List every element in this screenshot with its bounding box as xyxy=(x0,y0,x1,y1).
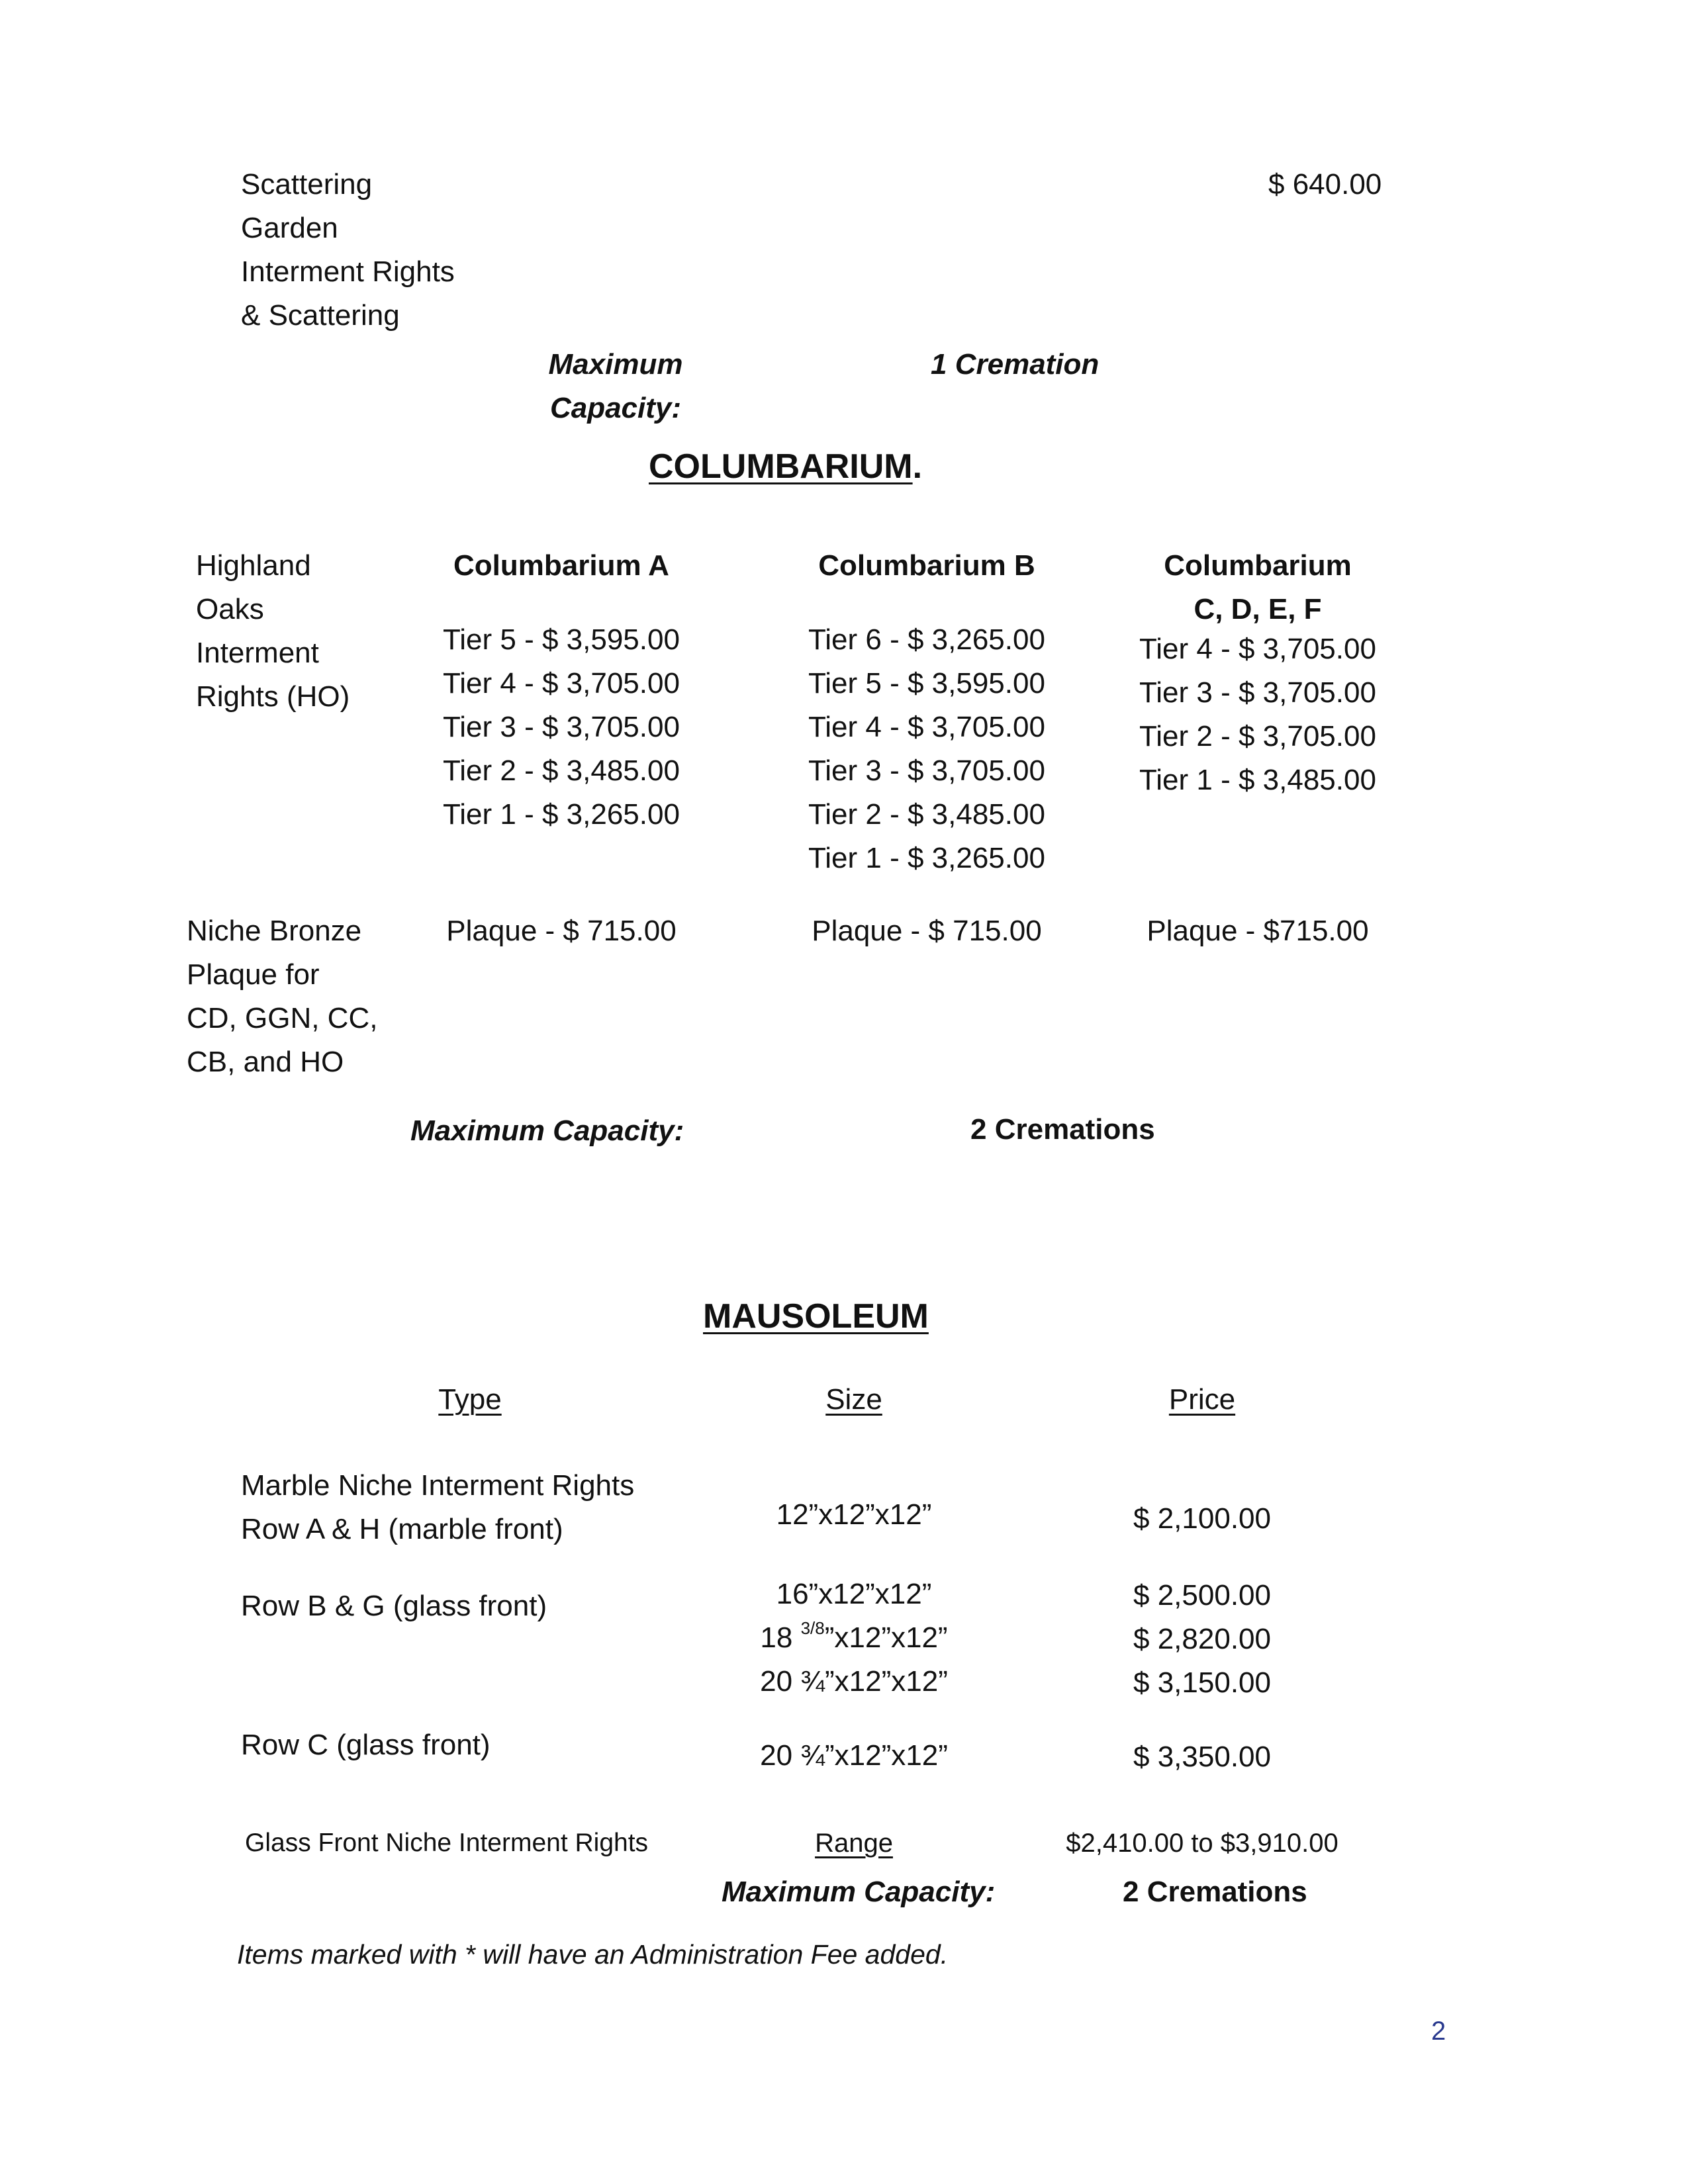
row-b-g-prices xyxy=(1070,1574,1335,1705)
columbarium-a-tiers xyxy=(429,618,694,837)
columbarium-b-title: Columbarium B xyxy=(818,549,1035,582)
plaque-label-line: CB, and HO xyxy=(187,1046,344,1078)
niche-size-part: 18 xyxy=(760,1621,801,1654)
marble-niche-label xyxy=(241,1464,634,1551)
plaque-label-line: Plaque for xyxy=(187,958,320,991)
scattering-label-line: Scattering xyxy=(241,168,373,201)
tier-price: Tier 5 - $ 3,595.00 xyxy=(808,667,1045,700)
row-label-line: Interment xyxy=(196,637,319,669)
niche-price: $ 2,500.00 xyxy=(1133,1579,1271,1612)
size-column-header: Size xyxy=(825,1383,882,1416)
niche-size xyxy=(760,1616,947,1660)
administration-fee-footnote: Items marked with * will have an Administration Fee added. xyxy=(237,1939,949,1970)
row-label-line: Highland xyxy=(196,549,311,582)
glass-front-niche-label: Glass Front Niche Interment Rights xyxy=(245,1829,649,1857)
mausoleum-max-capacity-value: 2 Cremations xyxy=(1123,1876,1307,1908)
row-c-label: Row C (glass front) xyxy=(241,1729,491,1761)
row-c-size: 20 ¾”x12”x12” xyxy=(760,1739,948,1772)
columbarium-c-title xyxy=(1125,544,1390,631)
columbarium-a-plaque-price: Plaque - $ 715.00 xyxy=(446,915,677,947)
niche-size-fraction: 3/8 xyxy=(800,1618,825,1639)
page-number: 2 xyxy=(1431,2017,1446,2046)
scattering-label-line: Interment Rights xyxy=(241,255,455,288)
marble-niche-line: Marble Niche Interment Rights xyxy=(241,1469,635,1502)
tier-price: Tier 1 - $ 3,265.00 xyxy=(443,798,680,831)
columbarium-c-plaque-price: Plaque - $715.00 xyxy=(1147,915,1369,947)
columbarium-c-title-line: Columbarium xyxy=(1164,549,1352,582)
marble-niche-size: 12”x12”x12” xyxy=(776,1498,932,1531)
max-capacity-label-line: Maximum xyxy=(548,348,683,381)
scattering-max-capacity-value: 1 Cremation xyxy=(931,348,1100,381)
scattering-max-capacity-label xyxy=(549,343,682,430)
scattering-label xyxy=(241,163,455,338)
columbarium-b-plaque-price: Plaque - $ 715.00 xyxy=(812,915,1042,947)
tier-price: Tier 4 - $ 3,705.00 xyxy=(1139,633,1376,665)
range-label: Range xyxy=(815,1829,893,1858)
columbarium-max-capacity-label: Maximum Capacity: xyxy=(410,1115,684,1147)
columbarium-heading-period: . xyxy=(912,447,923,486)
tier-price: Tier 3 - $ 3,705.00 xyxy=(443,711,680,743)
tier-price: Tier 2 - $ 3,485.00 xyxy=(808,798,1045,831)
price-column-header: Price xyxy=(1168,1383,1236,1416)
tier-price: Tier 1 - $ 3,265.00 xyxy=(808,842,1045,874)
columbarium-c-title-line: C, D, E, F xyxy=(1194,593,1322,625)
tier-price: Tier 2 - $ 3,485.00 xyxy=(443,754,680,787)
columbarium-b-tiers xyxy=(794,618,1059,880)
tier-price: Tier 2 - $ 3,705.00 xyxy=(1139,720,1376,752)
mausoleum-heading: MAUSOLEUM xyxy=(703,1297,929,1336)
max-capacity-label-line: Capacity: xyxy=(549,392,682,424)
columbarium-a-title: Columbarium A xyxy=(453,549,669,582)
tier-price: Tier 3 - $ 3,705.00 xyxy=(1139,676,1376,709)
type-column-header: Type xyxy=(438,1383,502,1416)
columbarium-max-capacity-value: 2 Cremations xyxy=(970,1113,1155,1146)
tier-price: Tier 4 - $ 3,705.00 xyxy=(443,667,680,700)
row-c-price: $ 3,350.00 xyxy=(1133,1741,1271,1773)
row-b-g-sizes xyxy=(722,1572,986,1704)
columbarium-heading xyxy=(649,443,922,490)
row-label-line: Oaks xyxy=(196,593,264,625)
scattering-price: $ 640.00 xyxy=(1268,168,1382,201)
niche-size: 20 ¾”x12”x12” xyxy=(760,1665,948,1698)
tier-price: Tier 5 - $ 3,595.00 xyxy=(443,623,680,656)
marble-niche-line: Row A & H (marble front) xyxy=(241,1513,563,1545)
niche-price: $ 3,150.00 xyxy=(1133,1666,1271,1699)
plaque-label-line: CD, GGN, CC, xyxy=(187,1002,378,1034)
marble-niche-price: $ 2,100.00 xyxy=(1133,1502,1271,1535)
row-label-line: Rights (HO) xyxy=(196,680,350,713)
tier-price: Tier 6 - $ 3,265.00 xyxy=(808,623,1045,656)
row-b-g-label: Row B & G (glass front) xyxy=(241,1590,547,1622)
scattering-label-line: Garden xyxy=(241,212,338,244)
highland-oaks-label xyxy=(196,544,350,719)
plaque-label-line: Niche Bronze xyxy=(187,915,362,947)
tier-price: Tier 3 - $ 3,705.00 xyxy=(808,754,1045,787)
range-value: $2,410.00 to $3,910.00 xyxy=(1066,1829,1338,1858)
niche-price: $ 2,820.00 xyxy=(1133,1623,1271,1655)
tier-price: Tier 4 - $ 3,705.00 xyxy=(808,711,1045,743)
columbarium-c-tiers xyxy=(1125,627,1390,802)
tier-price: Tier 1 - $ 3,485.00 xyxy=(1139,764,1376,796)
niche-plaque-label xyxy=(187,909,377,1084)
niche-size-part: ”x12”x12” xyxy=(824,1621,948,1654)
mausoleum-max-capacity-label: Maximum Capacity: xyxy=(722,1876,996,1908)
scattering-label-line: & Scattering xyxy=(241,299,400,332)
niche-size: 16”x12”x12” xyxy=(776,1578,932,1610)
columbarium-heading-text: COLUMBARIUM xyxy=(649,447,913,486)
